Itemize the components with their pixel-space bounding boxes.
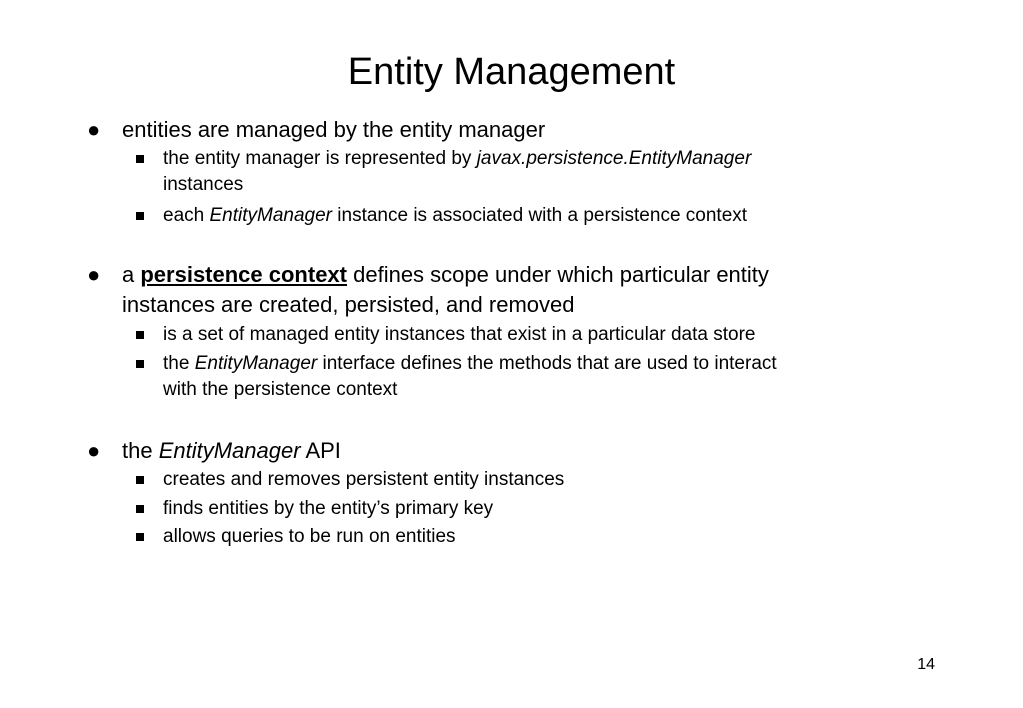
bullet-3-em: EntityManager: [158, 438, 301, 463]
bullet-2-strong: persistence context: [140, 262, 347, 287]
bullet-1-sub-2-post: instance is associated with a persistence context: [332, 205, 748, 226]
bullet-3-sub-1: [163, 467, 953, 493]
square-bullet-icon: [136, 476, 144, 484]
square-bullet-icon: [136, 155, 144, 163]
square-bullet-icon: [136, 360, 144, 368]
bullet-2-sub-1-text: is a set of managed entity instances that exist in a particular data store: [163, 324, 756, 345]
bullet-2-sub-2: [163, 351, 953, 403]
bullet-2-pre: a: [122, 262, 141, 287]
bullet-3-sub-1-text: creates and removes persistent entity instances: [163, 469, 565, 490]
bullet-1: [87, 115, 942, 145]
bullet-3: [87, 436, 942, 466]
bullet-1-sub-1: [163, 146, 953, 198]
bullet-1-sub-2: [163, 203, 953, 229]
bullet-2-sub-2-post: interface defines the methods that are used to interact: [317, 353, 777, 374]
bullet-2-line2: instances are created, persisted, and removed: [122, 292, 575, 317]
bullet-2: [87, 260, 942, 320]
bullet-2-sub-1: [163, 322, 953, 348]
square-bullet-icon: [136, 212, 144, 220]
bullet-2-sub-2-pre: the: [163, 353, 195, 374]
slide-title: Entity Management: [347, 51, 676, 93]
bullet-3-sub-2: [163, 496, 953, 522]
bullet-1-sub-2-pre: each: [163, 205, 210, 226]
bullet-3-pre: the: [122, 438, 159, 463]
bullet-2-sub-2-em: EntityManager: [194, 353, 318, 374]
bullet-1-sub-1-pre: the entity manager is represented by: [163, 148, 477, 169]
bullet-2-sub-2-line2: with the persistence context: [163, 379, 398, 400]
round-bullet-icon: ●: [87, 262, 101, 287]
bullet-2-post: defines scope under which particular entity: [347, 262, 769, 287]
page-number: 14: [917, 656, 935, 673]
round-bullet-icon: ●: [87, 117, 101, 142]
bullet-3-sub-3: [163, 524, 953, 550]
bullet-3-sub-3-text: allows queries to be run on entities: [163, 526, 456, 547]
bullet-3-post: API: [300, 438, 341, 463]
square-bullet-icon: [136, 533, 144, 541]
bullet-1-text: entities are managed by the entity manager: [122, 117, 546, 142]
square-bullet-icon: [136, 505, 144, 513]
bullet-3-sub-2-text: finds entities by the entity’s primary key: [163, 498, 494, 519]
square-bullet-icon: [136, 331, 144, 339]
bullet-1-sub-2-em: EntityManager: [209, 205, 332, 226]
round-bullet-icon: ●: [87, 438, 101, 463]
bullet-1-sub-1-line2: instances: [163, 174, 244, 195]
bullet-1-sub-1-em: javax.persistence.EntityManager: [476, 148, 752, 169]
